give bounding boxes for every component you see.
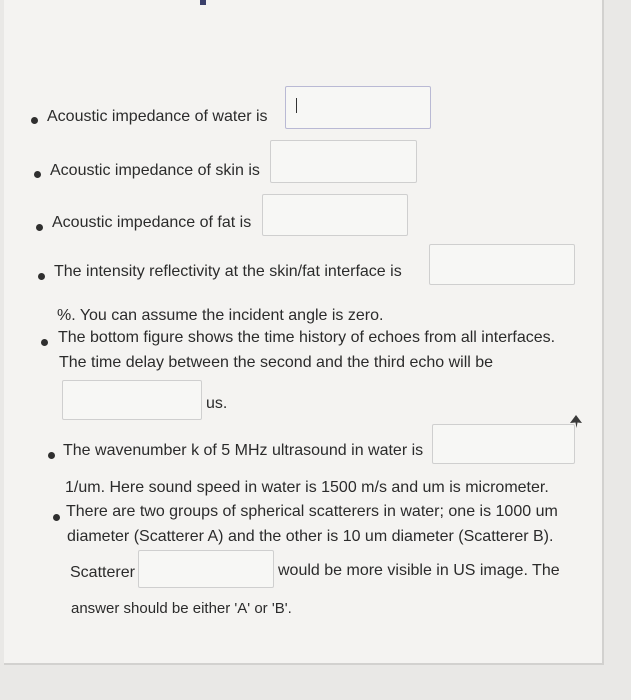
- text-caret: [296, 98, 297, 113]
- q5-line2: The time delay between the second and the third echo will be: [59, 354, 494, 371]
- q3-label: Acoustic impedance of fat is: [52, 214, 252, 231]
- bullet: [53, 514, 60, 521]
- fat-impedance-input[interactable]: [262, 194, 408, 236]
- bullet: [38, 273, 45, 280]
- mouse-pointer-icon: [570, 415, 582, 429]
- bullet: [36, 224, 43, 231]
- q6-label: The wavenumber k of 5 MHz ultrasound in water is: [63, 442, 424, 459]
- q5-line1: The bottom figure shows the time history of echoes from all interfaces.: [58, 329, 556, 346]
- q7-prefix: Scatterer: [70, 564, 135, 581]
- q7-line1: There are two groups of spherical scatterers in water; one is 1000 um: [66, 503, 558, 520]
- bullet: [41, 339, 48, 346]
- bullet: [34, 171, 41, 178]
- top-edge-mark: [200, 0, 206, 5]
- bullet: [48, 452, 55, 459]
- skin-impedance-input[interactable]: [270, 140, 417, 183]
- scatterer-input[interactable]: [138, 550, 274, 588]
- q4-continuation: %. You can assume the incident angle is zero.: [57, 307, 384, 324]
- water-impedance-input[interactable]: [285, 86, 431, 129]
- wavenumber-input[interactable]: [432, 424, 575, 464]
- bullet: [31, 117, 38, 124]
- q7-line4: answer should be either 'A' or 'B'.: [71, 600, 292, 617]
- q2-label: Acoustic impedance of skin is: [50, 162, 260, 179]
- time-delay-input[interactable]: [62, 380, 202, 420]
- q4-label: The intensity reflectivity at the skin/fat interface is: [54, 263, 402, 280]
- reflectivity-input[interactable]: [429, 244, 575, 285]
- q7-line2: diameter (Scatterer A) and the other is 10 um diameter (Scatterer B).: [67, 528, 554, 545]
- time-delay-unit: us.: [206, 395, 228, 412]
- q7-suffix: would be more visible in US image. The: [278, 562, 560, 579]
- q6-continuation: 1/um. Here sound speed in water is 1500 m/s and um is micrometer.: [65, 479, 549, 496]
- q1-label: Acoustic impedance of water is: [47, 108, 268, 125]
- question-card: [4, 0, 604, 665]
